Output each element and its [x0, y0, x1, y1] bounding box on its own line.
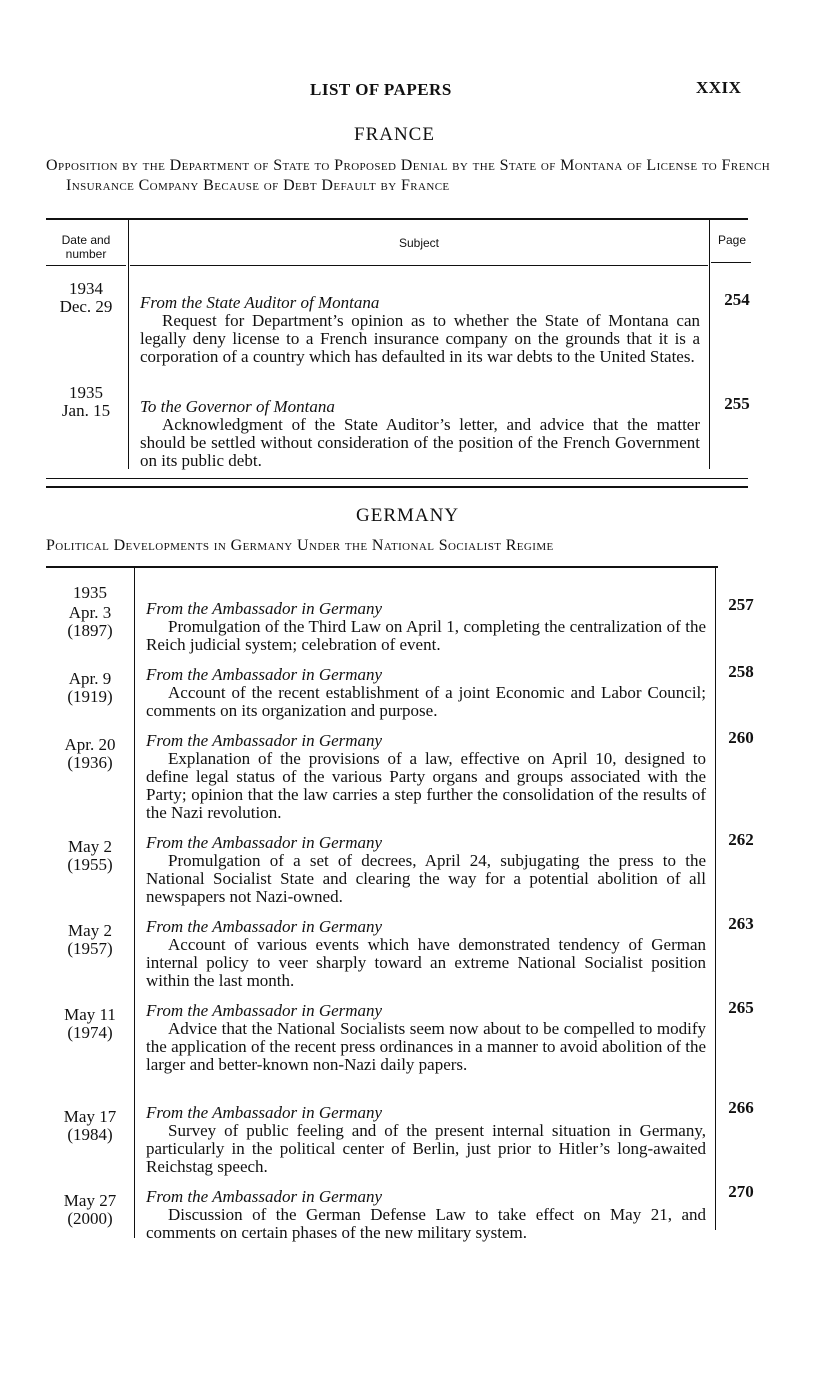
entry-description: Acknowledgment of the State Auditor’s letter, and advice that the matter should be settled without consideration of the position of the French Government on its public debt. [140, 415, 700, 470]
entry-description: Advice that the National Socialists seem now about to be compelled to modify the application of the recent press ordinances in a manner to avoid abolition of the larger and better-known non-Nazi daily papers. [146, 1019, 706, 1074]
list-item [146, 732, 706, 822]
page-number: XXIX [696, 78, 742, 97]
entry-description: Request for Department’s opinion as to whether the State of Montana can legally deny license to a French insurance company on the grounds that it is a corporation of a country which has defaulted in its war debts to the United States. [140, 311, 700, 366]
entry-page: 265 [728, 998, 754, 1017]
entry-page: 255 [724, 394, 750, 413]
list-item [146, 600, 706, 654]
entry-page: 262 [728, 830, 754, 849]
entry-number: (2000) [67, 1209, 113, 1228]
table-top-rule [46, 218, 748, 220]
entry-description: Discussion of the German Defense Law to take effect on May 21, and comments on certain phases of the new military system. [146, 1205, 706, 1242]
table-bottom-rule [46, 478, 748, 479]
entry-date: Apr. 20 [64, 735, 116, 754]
entry-date: Apr. 3 [68, 603, 112, 622]
entry-number: (1936) [67, 753, 113, 772]
entry-date: Apr. 9 [68, 669, 112, 688]
list-item [146, 1104, 706, 1176]
entry-description: Explanation of the provisions of a law, effective on April 10, designed to define legal status of the various Party organs and groups associated with the Party; opinion that the law carries a step further the consolidation of the results of the Nazi revolution. [146, 749, 706, 822]
section-separator-rule [46, 486, 748, 488]
column-header-date: Date and number [61, 233, 111, 261]
column-header-page: Page [717, 233, 747, 247]
entry-number: (1955) [67, 855, 113, 874]
list-item [140, 294, 700, 366]
entry-date: May 2 [68, 921, 112, 940]
entry-number: (1897) [67, 621, 113, 640]
running-title: LIST OF PAPERS [310, 80, 452, 99]
entry-date: May 2 [68, 837, 112, 856]
table-top-rule [46, 566, 718, 568]
entry-number: (1984) [67, 1125, 113, 1144]
section-heading-france: FRANCE [354, 124, 435, 145]
entry-number: (1974) [67, 1023, 113, 1042]
list-item [146, 918, 706, 990]
entry-year: 1935 [73, 583, 107, 602]
entry-page: 257 [728, 595, 754, 614]
entry-from: From the Ambassador in Germany [146, 917, 383, 936]
entry-from: From the Ambassador in Germany [146, 665, 383, 684]
entry-year: 1934 [69, 279, 103, 298]
entry-from: From the Ambassador in Germany [146, 833, 383, 852]
entry-page: 266 [728, 1098, 754, 1117]
list-item [146, 834, 706, 906]
list-item [146, 1188, 706, 1242]
entry-date: Jan. 15 [61, 401, 111, 420]
list-item [146, 666, 706, 720]
entry-from: From the Ambassador in Germany [146, 731, 383, 750]
header-rule-date [46, 265, 126, 266]
column-header-subject: Subject [398, 236, 440, 250]
entry-date: May 17 [63, 1107, 117, 1126]
column-divider-left [128, 219, 129, 469]
entry-year: 1935 [69, 383, 103, 402]
entry-description: Account of various events which have demonstrated tendency of German internal policy to veer sharply toward an extreme National Socialist position within the last month. [146, 935, 706, 990]
entry-from: From the State Auditor of Montana [140, 293, 380, 312]
entry-from: To the Governor of Montana [140, 397, 335, 416]
entry-description: Account of the recent establishment of a joint Economic and Labor Council; comments on its organization and purpose. [146, 683, 706, 720]
entry-page: 270 [728, 1182, 754, 1201]
entry-description: Promulgation of a set of decrees, April 24, subjugating the press to the National Socialist State and clearing the way for a potential abolition of all newspapers not Nazi-owned. [146, 851, 706, 906]
entry-from: From the Ambassador in Germany [146, 1187, 383, 1206]
list-item [140, 398, 700, 470]
germany-subheading: Political Developments in Germany Under the National Socialist Regime [46, 537, 554, 554]
entry-from: From the Ambassador in Germany [146, 1103, 383, 1122]
header-rule-subject [130, 265, 708, 266]
entry-from: From the Ambassador in Germany [146, 1001, 383, 1020]
entry-page: 263 [728, 914, 754, 933]
entry-page: 254 [724, 290, 750, 309]
header-rule-page [711, 262, 751, 263]
column-divider-left [134, 568, 135, 1238]
entry-page: 260 [728, 728, 754, 747]
france-subheading: Opposition by the Department of State to Proposed Denial by the State of Montana of License to French Insurance Company Because of Debt Default by France [46, 157, 771, 194]
entry-description: Survey of public feeling and of the present internal situation in Germany, particularly in the political center of Berlin, just prior to Hitler’s long-awaited Reichstag speech. [146, 1121, 706, 1176]
entry-from: From the Ambassador in Germany [146, 599, 383, 618]
column-divider-right [709, 219, 710, 469]
entry-date: May 11 [64, 1005, 116, 1024]
entry-date: May 27 [63, 1191, 117, 1210]
entry-description: Promulgation of the Third Law on April 1, completing the centralization of the Reich judicial system; celebration of event. [146, 617, 706, 654]
entry-number: (1957) [67, 939, 113, 958]
entry-page: 258 [728, 662, 754, 681]
list-item [146, 1002, 706, 1074]
entry-number: (1919) [67, 687, 113, 706]
entry-date: Dec. 29 [59, 297, 113, 316]
section-heading-germany: GERMANY [356, 505, 460, 526]
